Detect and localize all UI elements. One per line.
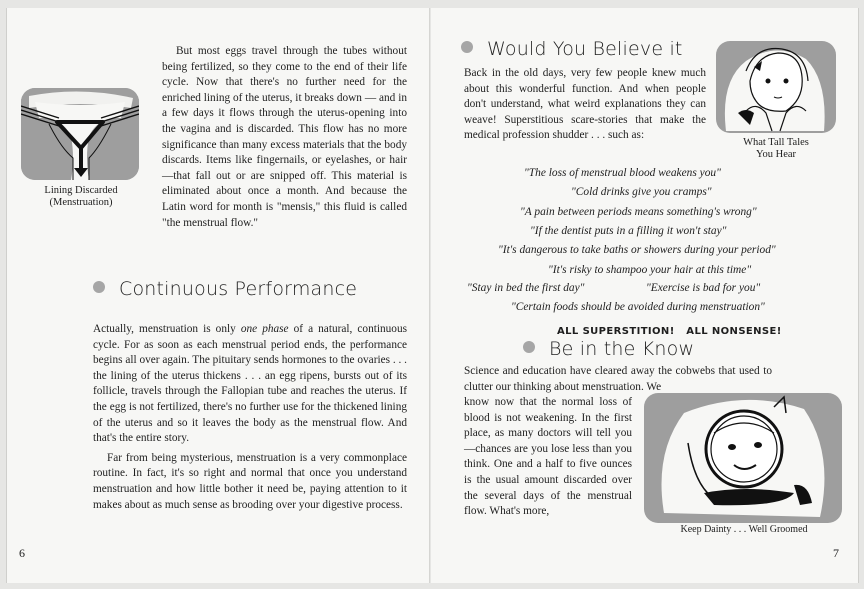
illustration-caption: Lining Discarded (Menstruation) [44, 185, 118, 208]
mirror-caption: Keep Dainty . . . Well Groomed [680, 524, 808, 535]
tall-tales-illustration [716, 41, 836, 133]
right-page [431, 8, 859, 583]
heading-would-you-believe-it: Would You Believe it [461, 38, 683, 60]
continuous-performance-body [93, 322, 407, 513]
uterus-diagram-icon [21, 88, 139, 180]
page-number: 7 [833, 546, 839, 560]
left-page [6, 8, 430, 583]
superstition-quote: "Stay in bed the first day" [467, 282, 585, 294]
bullet-icon [93, 281, 105, 293]
be-in-the-know-intro: Science and education have cleared away the cobwebs that used to clutter our thinking about menstruation. We [464, 365, 772, 393]
intro-paragraph: But most eggs travel through the tubes without being fertilized, so they come to the end of their life cycle. Now that there's no further need for the enriched lining of the uterus, it breaks down — and in a few days it flows through the uterus-opening into the vagina and is discarded. This flow has no more significance than many excess materials that the body discards. Items like fingernails, or eyelashes, or hair—that fall out or are snipped off. This material is eliminated about once a month. And because the Latin word for month is "mensis," this fluid is called "the menstrual flow." [162, 45, 407, 229]
heading-continuous-performance: Continuous Performance [93, 278, 357, 300]
superstition-quote: "Certain foods should be avoided during menstruation" [511, 301, 765, 313]
superstition-quote: "Cold drinks give you cramps" [571, 186, 712, 198]
superstition-quote: "It's risky to shampoo your hair at this time" [548, 264, 752, 276]
paragraph-1: Actually, menstruation is only one phase of a natural, continuous cycle. For as soon as each menstrual period ends, the performance begins all over again. The pituitary sends hormones to the ovaries . . . the lining of the uterus thickens . . . an egg ripens, bursts out of its follicle, travels through the Fallopian tube and reaches the uterus. If the egg is not fertilized, there's no further use for the thickened lining of the uterus and so it leaves the body as the menstrual flow. And that's the entire story. [93, 323, 407, 445]
superstition-quote: "If the dentist puts in a filling it won't stay" [530, 225, 727, 237]
would-you-believe-body: Back in the old days, very few people knew much about this wonderful function. And when people don't understand, what weird explanations they can weave! Superstitious scare-stories that make the medical profession shudder . . . such as: [464, 67, 706, 142]
bullet-icon [523, 341, 535, 353]
girl-thinking-icon [716, 41, 836, 133]
uterus-illustration [21, 88, 139, 180]
girl-with-mirror-icon [644, 393, 842, 523]
page-number: 6 [19, 546, 25, 560]
paragraph-2: Far from being mysterious, menstruation is a very commonplace routine. In fact, it's so right and normal that once you understand menstruation and how little bother it need be, paying attention to it makes about as much sense as brooding over your digestive process. [93, 451, 407, 511]
superstition-quote: "Exercise is bad for you" [646, 282, 761, 294]
superstition-quote: "It's dangerous to take baths or showers during your period" [498, 244, 776, 256]
heading-be-in-the-know: Be in the Know [523, 338, 694, 360]
be-in-the-know-body: know now that the normal loss of blood is not weakening. In the first place, as many doctors will tell you—chances are you lose less than you think. One and a half to five ounces is the usual amount discarded over the several days of the menstrual flow. What's more, [464, 396, 632, 518]
superstition-quote: "The loss of menstrual blood weakens you" [524, 167, 721, 179]
bullet-icon [461, 41, 473, 53]
tall-tales-caption: What Tall Tales You Hear [743, 137, 809, 160]
all-nonsense-banner: ALL SUPERSTITION! ALL NONSENSE! [557, 326, 782, 337]
mirror-illustration [644, 393, 842, 523]
superstition-quote: "A pain between periods means something's wrong" [520, 206, 757, 218]
